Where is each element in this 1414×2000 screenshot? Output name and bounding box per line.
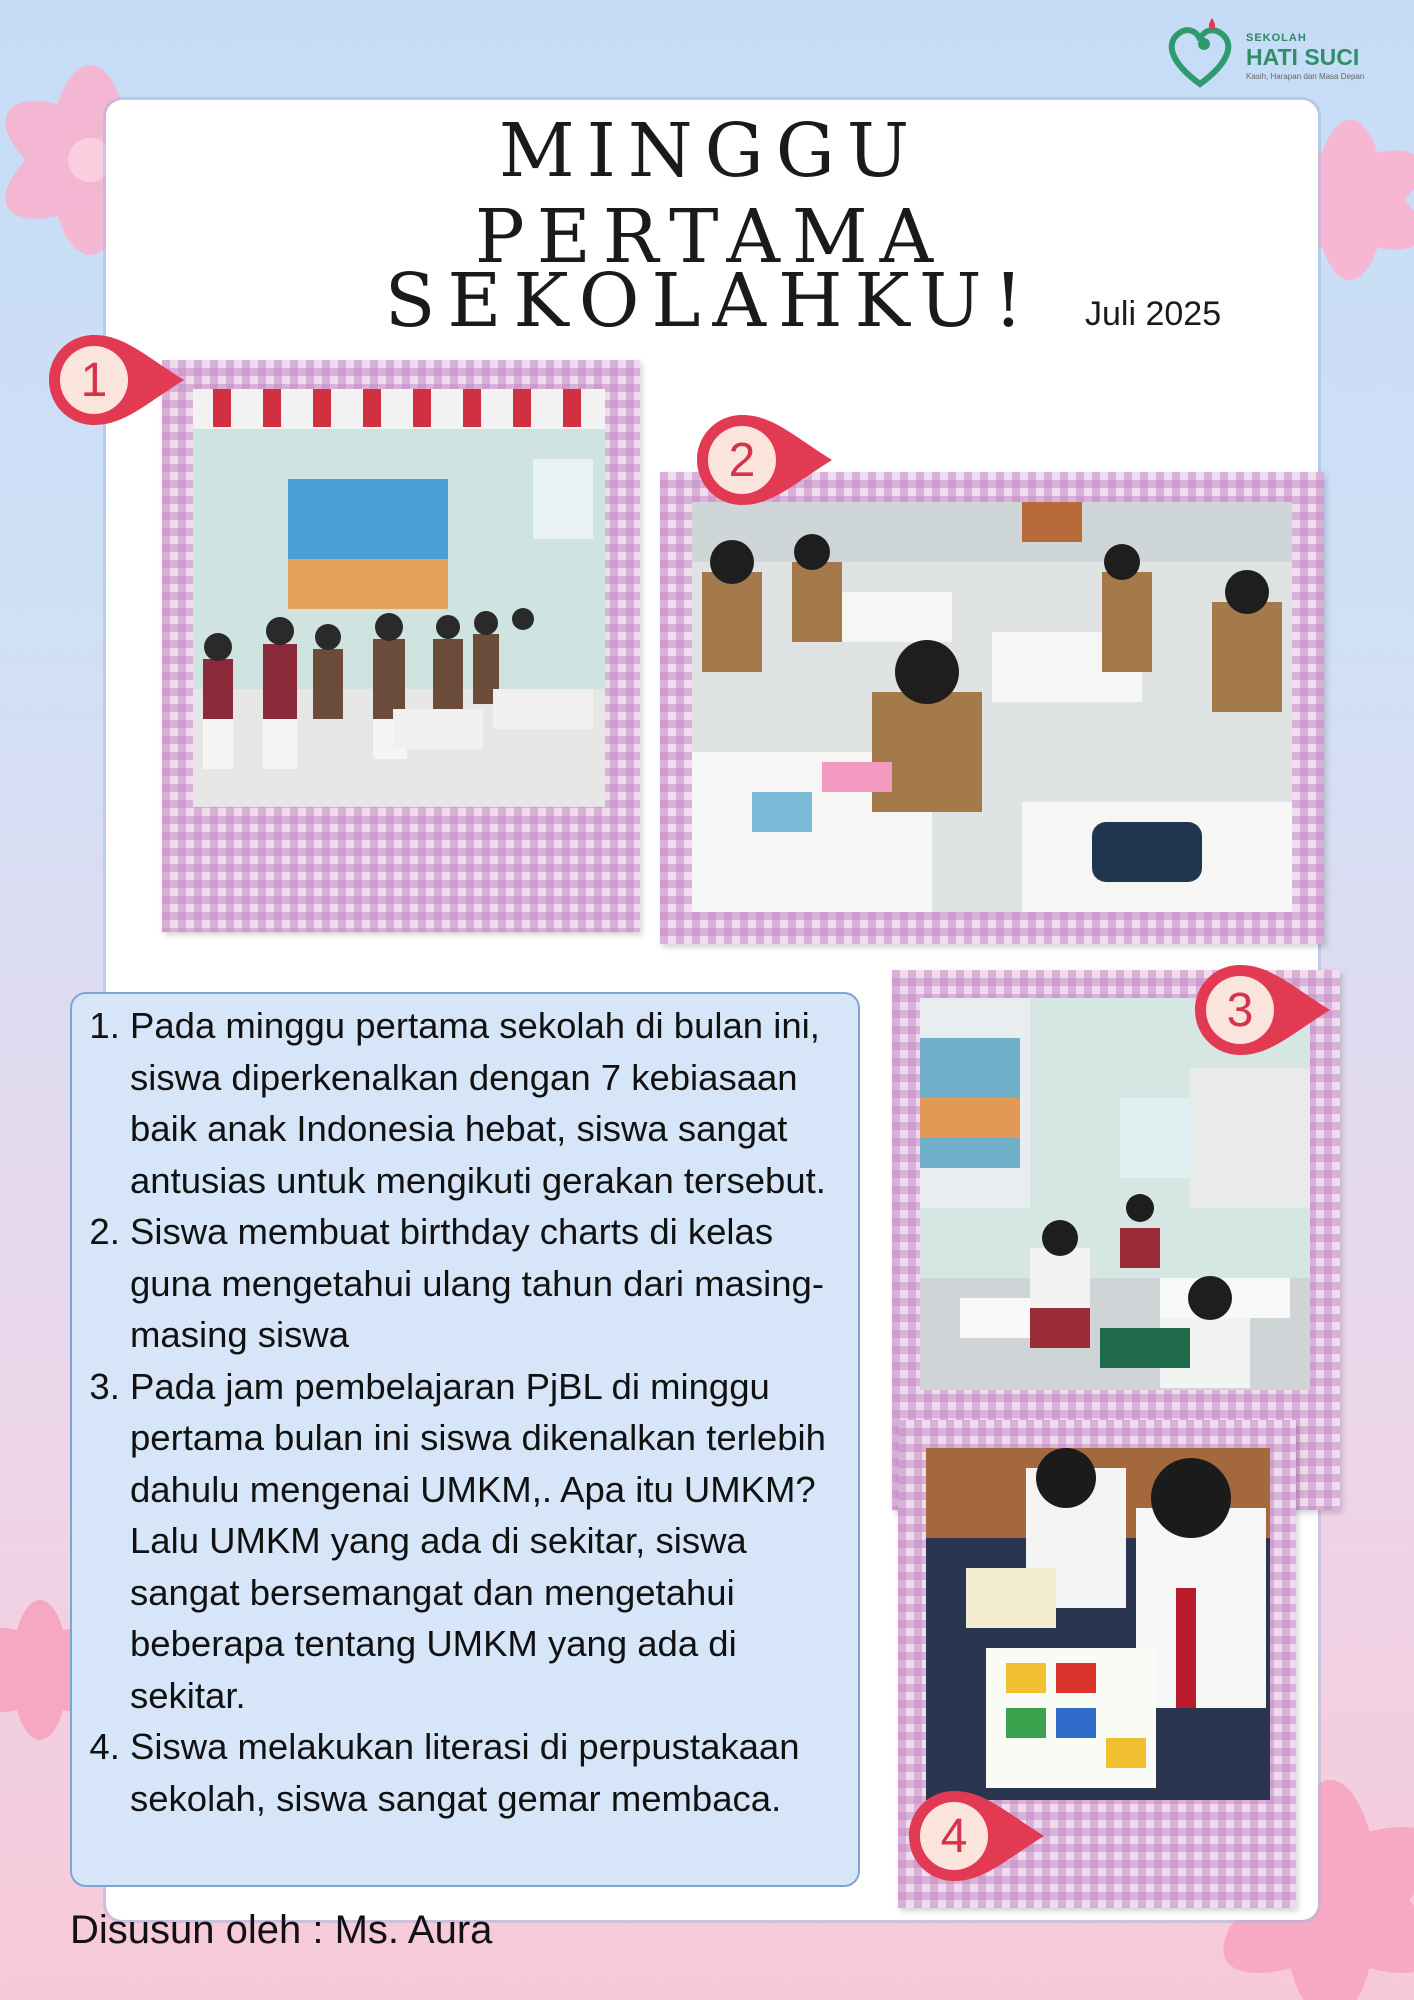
list-item: 3. Pada jam pembelajaran PjBL di minggu pertama bulan ini siswa dikenalkan terlebih dahulu mengenai UMKM,. Apa itu UMKM? Lalu UMKM yang ada di sekitar, siswa sangat bersemangat dan mengetahui beberapa tentang UMKM yang ada di sekitar. [130,1361,858,1722]
badge-3 [1190,960,1340,1060]
photo-2 [692,502,1292,912]
logo-small-text: SEKOLAH [1246,32,1307,44]
photo-4 [926,1448,1270,1800]
badge-2 [692,410,842,510]
logo-name: HATI SUCI [1246,44,1360,70]
badge-3-number: 3 [1226,983,1254,1037]
list-item: 2. Siswa membuat birthday charts di kelas guna mengetahui ulang tahun dari masing-masing siswa [130,1206,858,1361]
author-credit: Disusun oleh : Ms. Aura [70,1908,493,1952]
page-title-line-1: MINGGU PERTAMA [474,108,946,280]
badge-4-number: 4 [940,1809,968,1863]
heart-logo-icon [1160,14,1240,94]
badge-4 [904,1786,1054,1886]
badge-1-number: 1 [80,353,108,407]
page-title-line-2: SEKOLAHKU! [384,258,1036,344]
badge-1 [44,330,194,430]
badge-2-number: 2 [728,433,756,487]
list-item: 4. Siswa melakukan literasi di perpustakaan sekolah, siswa sangat gemar membaca. [130,1721,858,1824]
school-logo [1160,14,1400,94]
list-item: 1. Pada minggu pertama sekolah di bulan ini, siswa diperkenalkan dengan 7 kebiasaan baik anak Indonesia hebat, siswa sangat antusias untuk mengikuti gerakan tersebut. [130,1000,858,1206]
logo-tagline: Kasih, Harapan dan Masa Depan [1246,72,1365,81]
activity-list [72,1000,858,1824]
date-label: Juli 2025 [1085,295,1222,333]
description-box [70,992,860,1887]
photo-1 [193,389,605,807]
